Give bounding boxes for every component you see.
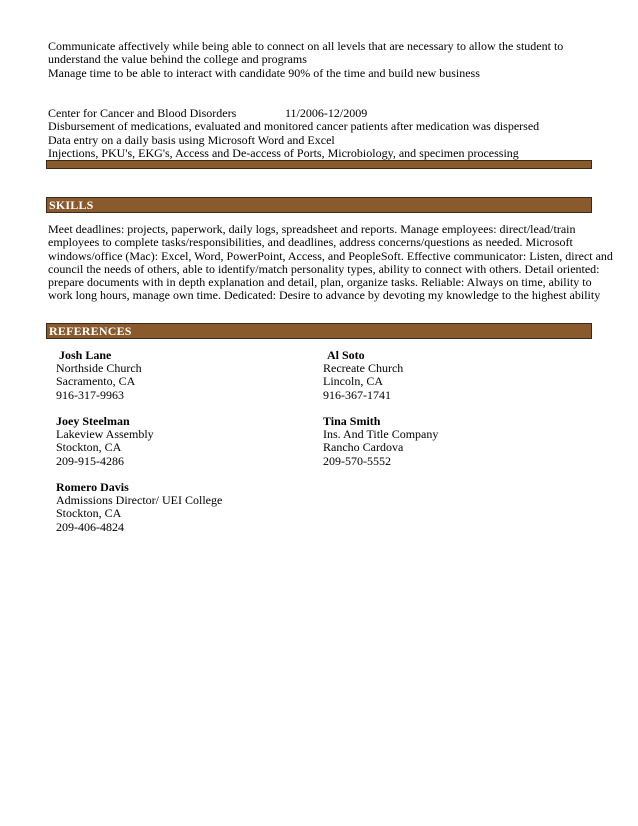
- reference-phone: 209-406-4824: [56, 519, 124, 534]
- reference-name: Joey Steelman: [56, 414, 130, 428]
- reference-phone: 916-317-9963: [56, 387, 124, 402]
- reference-entry: [56, 415, 154, 468]
- experience-duty: Injections, PKU's, EKG's, Access and De-access of Ports, Microbiology, and specimen processing: [48, 146, 519, 161]
- reference-organization: Lakeview Assembly: [56, 427, 154, 442]
- experience-dates: 11/2006-12/2009: [285, 106, 368, 120]
- references-heading: REFERENCES: [46, 323, 592, 339]
- reference-phone: 209-570-5552: [323, 453, 391, 468]
- skills-line: Meet deadlines: projects, paperwork, daily logs, spreadsheet and reports. Manage employees: direct/lead/train: [48, 222, 576, 236]
- reference-location: Sacramento, CA: [56, 374, 136, 389]
- skills-line: work long hours, manage own time. Dedicated: Desire to advance by devoting my knowledge to the highest ability: [48, 288, 601, 303]
- reference-entry: [56, 349, 142, 402]
- reference-entry: [56, 481, 222, 534]
- reference-name: Romero Davis: [56, 480, 129, 494]
- reference-phone: 209-915-4286: [56, 453, 124, 468]
- intro-line: Communicate affectively while being able to connect on all levels that are necessary to allow the student to: [48, 39, 564, 53]
- skills-line: council the needs of others, able to identify/match personality types, ability to connect with others. Detail oriented:: [48, 261, 600, 276]
- experience-duty: Data entry on a daily basis using Microsoft Word and Excel: [48, 132, 335, 147]
- reference-location: Rancho Cardova: [323, 440, 404, 455]
- skills-paragraph: [48, 222, 613, 303]
- reference-entry: [323, 415, 438, 468]
- experience-header: [48, 107, 593, 120]
- reference-location: Stockton, CA: [56, 440, 122, 455]
- reference-organization: Admissions Director/ UEI College: [56, 493, 223, 508]
- intro-block: [48, 40, 593, 80]
- reference-organization: Northside Church: [56, 361, 142, 376]
- reference-location: Lincoln, CA: [323, 374, 383, 389]
- skills-heading: SKILLS: [46, 197, 592, 213]
- reference-name: Tina Smith: [323, 414, 381, 428]
- reference-phone: 916-367-1741: [323, 387, 391, 402]
- section-divider-bar: [46, 160, 592, 169]
- reference-name: Josh Lane: [59, 348, 112, 362]
- reference-location: Stockton, CA: [56, 506, 122, 521]
- skills-line: employees to complete tasks/responsibilities, and deadlines, address concerns/questions as needed. Microsoft: [48, 235, 573, 250]
- experience-block: [48, 107, 593, 161]
- reference-name: Al Soto: [327, 348, 365, 362]
- intro-line: Manage time to be able to interact with candidate 90% of the time and build new business: [48, 65, 480, 80]
- experience-organization: Center for Cancer and Blood Disorders: [48, 106, 237, 120]
- reference-organization: Recreate Church: [323, 361, 404, 376]
- reference-organization: Ins. And Title Company: [323, 427, 439, 442]
- experience-duty: Disbursement of medications, evaluated and monitored cancer patients after medication was dispersed: [48, 119, 540, 134]
- reference-entry: [323, 349, 403, 402]
- intro-line: understand the value behind the college and programs: [48, 52, 307, 67]
- skills-line: prepare documents with in depth explanation and detail, plan, organize tasks. Reliable: Always on time, ability to: [48, 275, 592, 290]
- skills-line: windows/office (Mac): Excel, Word, PowerPoint, Access, and PeopleSoft. Effective communicator: Listen, direct and: [48, 248, 613, 263]
